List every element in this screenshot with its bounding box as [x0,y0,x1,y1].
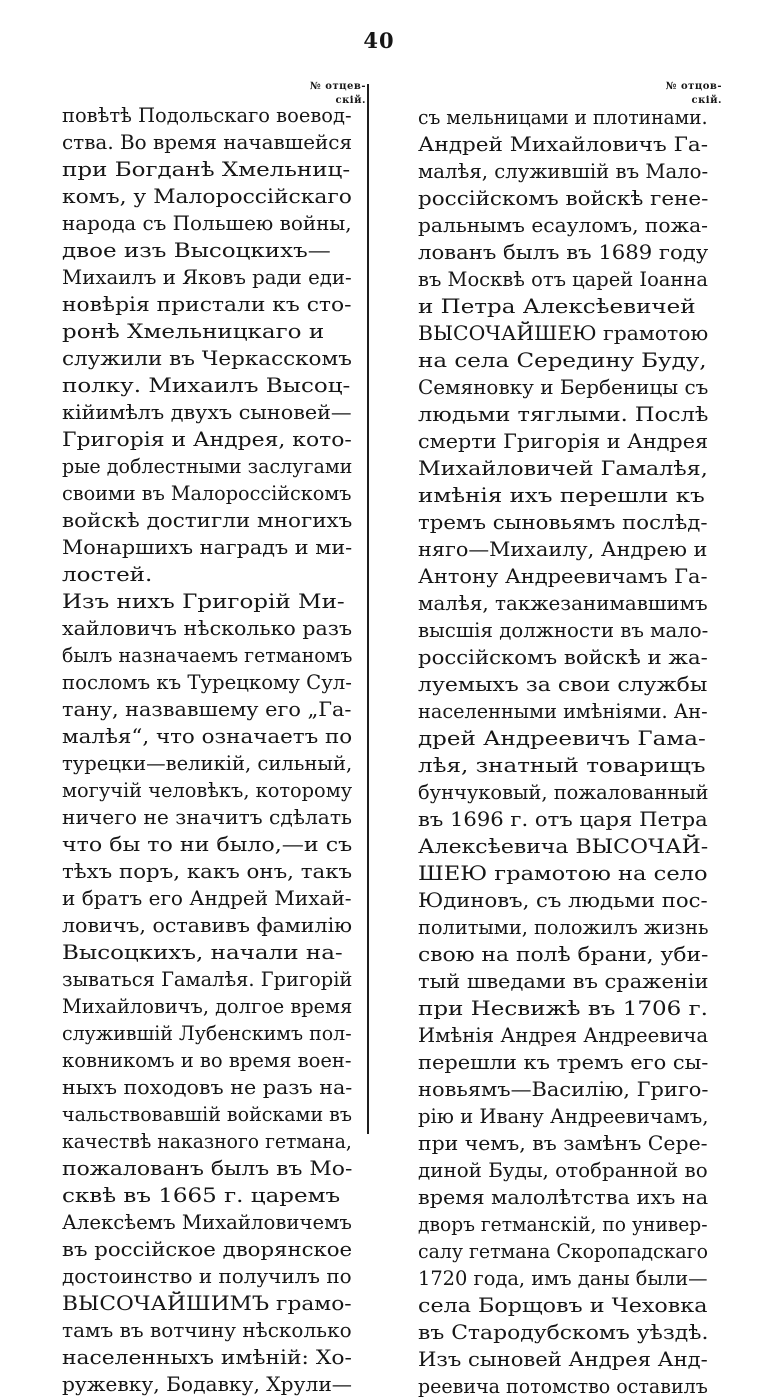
text-line: пожалованъ былъ въ Мо- [62,1156,353,1180]
text-line: лостей. [62,562,153,586]
text-line: салу гетмана Скоропадскаго [418,1239,708,1263]
text-line: и братъ его Андрей Михай- [62,886,352,910]
text-line: луемыхъ за свои службы [418,672,708,696]
text-line: при Несвижѣ въ 1706 г. [418,996,708,1020]
text-line: Андрей Михайловичъ Га- [418,132,709,156]
text-line: Алексѣевича ВЫСОЧАЙ- [418,834,709,858]
text-line: тамъ въ вотчину нѣсколько [62,1318,352,1342]
text-line: реевича потомство оставилъ [418,1374,708,1398]
text-line: ничего не значитъ сдѣлать [62,805,353,829]
text-line: имѣнія ихъ перешли къ [418,483,705,507]
text-line: россійскомъ войскѣ гене- [418,186,709,210]
text-line: лованъ былъ въ 1689 году [418,240,709,264]
right-text-column [418,104,708,1400]
text-line: посломъ къ Турецкому Сул- [62,670,352,694]
text-line: двое изъ Высоцкихъ— [62,238,331,262]
text-line: высшія должности въ мало- [418,618,709,642]
margin-note-right-line: № отцов- [665,81,722,92]
text-line: полку. Михаилъ Высоц- [62,373,351,397]
text-line: при чемъ, въ замѣнъ Сере- [418,1131,708,1155]
text-line: зываться Гамалѣя. Григорій [62,967,353,991]
text-line: няго—Михаилу, Андрею и [418,537,708,561]
text-line: смерти Григорія и Андрея [418,429,709,453]
text-line: на села Серединy Буду, [418,348,707,372]
text-line: политыми, положилъ жизнь [418,915,709,939]
text-line: Изъ сыновей Андрея Анд- [418,1347,708,1371]
text-line: малѣя, такжезанимавшимъ [418,591,708,615]
text-line: при Богданѣ Хмельниц- [62,157,351,181]
text-line: ШЕЮ грамотою на село [418,861,708,885]
text-line: Изъ нихъ Григорій Ми- [62,589,345,613]
text-line: Алексѣемъ Михайловичемъ [62,1210,352,1234]
text-line: качествѣ наказного гетмана, [62,1129,352,1153]
text-line: новьямъ—Василію, Григо- [418,1077,709,1101]
text-line: турецки—великій, сильный, [62,751,353,775]
text-line: ныхъ походовъ не разъ на- [62,1075,353,1099]
text-line: тану, назвавшему его „Га- [62,697,352,721]
text-line: войскѣ достигли многихъ [62,508,353,532]
text-line: въ 1696 г. отъ царя Петра [418,807,708,831]
text-line: новѣрія пристали къ сто- [62,292,352,316]
text-line: Григорія и Андрея, кото- [62,427,352,451]
text-line: Высоцкихъ, начали на- [62,940,343,964]
text-line: ковникомъ и во время воен- [62,1048,352,1072]
text-line: въ Москвѣ отъ царей Іоанна [418,267,708,291]
text-line: достоинство и получилъ по [62,1264,352,1288]
page-number: 40 [363,28,395,53]
text-line: рые доблестными заслугами [62,454,353,478]
text-line: диной Буды, отобранной во [418,1158,708,1182]
text-line: своими въ Малороссійскомъ [62,481,352,505]
text-line: Михайловичей Гамалѣя, [418,456,708,480]
text-line: рію и Ивану Андреевичамъ, [418,1104,709,1128]
text-line: время малолѣтства ихъ на [418,1185,709,1209]
text-line: дворъ гетманскій, по унивeр- [418,1212,708,1236]
text-line: перешли къ тремъ его сы- [418,1050,709,1074]
text-line: дрей Андреевичъ Гама- [418,726,706,750]
margin-note-left-line: скій. [335,95,366,106]
text-line: Имѣнія Андрея Андреевича [418,1023,709,1047]
margin-note-left-line: № отцев- [309,81,366,92]
text-line: населенными имѣніями. Ан- [418,699,708,723]
text-line: и Петра Алексѣевичей [418,294,696,318]
text-line: повѣтѣ Подольскаго воевод- [62,103,352,127]
text-line: что бы то ни было,—и съ [62,832,353,856]
text-line: Монаршихъ наградъ и ми- [62,535,353,559]
text-line: служившій Лубенскимъ пол- [62,1021,352,1045]
text-line: Антону Андреевичамъ Га- [418,564,708,588]
text-line: служили въ Черкасскомъ [62,346,352,370]
text-line: села Борщовъ и Чеховка [418,1293,708,1317]
text-line: съ мельницами и плотинами. [418,105,708,129]
text-line: въ россійское дворянское [62,1237,353,1261]
text-line: россійскомъ войскѣ и жа- [418,645,708,669]
text-line: малѣя, служившій въ Мало- [418,159,709,183]
text-line: тый шведами въ сраженіи [418,969,709,993]
text-line: лѣя, знатный товарищъ [418,753,706,777]
text-line: людьми тяглыми. Послѣ [418,402,709,426]
text-line: 1720 года, имъ даны были— [418,1266,708,1290]
text-line: народа съ Польшею войны, [62,211,352,235]
text-line: Михайловичъ, долгое время [62,994,353,1018]
text-line: былъ назначаемъ гетманомъ [62,643,353,667]
text-line: ружевку, Бодавку, Хрули— [62,1372,352,1396]
text-line: могучій человѣкъ, которому [62,778,353,802]
text-line: ронѣ Хмельницкаго и [62,319,325,343]
text-line: тремъ сыновьямъ послѣд- [418,510,708,534]
text-line: чальствовавшій войсками въ [62,1102,352,1126]
text-line: Юдиновъ, съ людьми пос- [418,888,708,912]
text-line: Михаилъ и Яковъ ради еди- [62,265,352,289]
text-line: ральнымъ есауломъ, пожа- [418,213,709,237]
text-line: тѣхъ поръ, какъ онъ, такъ [62,859,353,883]
text-line: комъ, у Малороссійскаго [62,184,352,208]
text-line: ВЫСОЧАЙШИМЪ грамо- [62,1291,352,1315]
text-line: свою на полѣ брани, уби- [418,942,709,966]
text-line: малѣя“, что означаетъ по [62,724,353,748]
text-line: Семяновку и Бербеницы съ [418,375,709,399]
text-line: населенныхъ имѣній: Хо- [62,1345,352,1369]
left-text-column [62,102,352,1398]
text-line: бунчуковый, пожалованный [418,780,709,804]
text-line: ловичъ, оставивъ фамилію [62,913,353,937]
text-line: ства. Во время начавшейся [62,130,353,154]
text-line: кійимѣлъ двухъ сыновей— [62,400,352,424]
margin-note-right-line: скій. [691,95,722,106]
text-line: ВЫСОЧАЙШЕЮ грамотою [418,321,709,345]
text-line: сквѣ въ 1665 г. царемъ [62,1183,341,1207]
text-line: въ Стародубскомъ уѣздѣ. [418,1320,709,1344]
text-line: хайловичъ нѣсколько разъ [62,616,353,640]
